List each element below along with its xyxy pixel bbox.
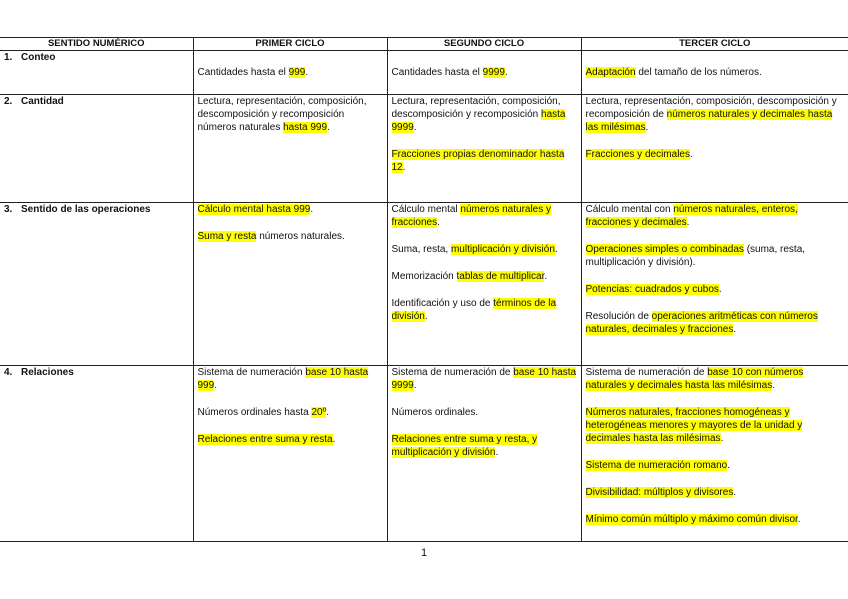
cell-paragraph — [586, 66, 845, 79]
text-span: Memorización — [391, 271, 457, 282]
text-span: . — [727, 460, 731, 471]
table-cell — [581, 51, 848, 95]
highlighted-text: base 10 hasta 999 — [197, 367, 369, 391]
cell-paragraph — [586, 406, 845, 445]
cell-paragraph — [586, 486, 845, 499]
column-header-2: SEGUNDO CICLO — [387, 38, 581, 51]
cell-paragraph — [392, 203, 577, 229]
text-span: Números ordinales. — [391, 407, 479, 418]
table-cell — [387, 203, 581, 366]
highlighted-text: 999 — [288, 67, 306, 78]
cell-paragraph — [586, 513, 845, 526]
cell-paragraph — [392, 270, 577, 283]
highlighted-text: tablas de multiplicar — [456, 271, 545, 282]
cell-paragraph — [586, 310, 845, 336]
highlighted-text: Adaptación — [585, 67, 636, 78]
text-span: Sistema de numeración de — [391, 367, 514, 378]
text-span: . — [413, 380, 417, 391]
text-span: . — [332, 434, 336, 445]
text-span: . — [424, 311, 428, 322]
row-label: Relaciones — [21, 367, 74, 378]
text-span: Sistema de numeración — [197, 367, 306, 378]
text-span: Cantidades hasta el — [391, 67, 483, 78]
highlighted-text: Fracciones propias denominador hasta 12 — [391, 149, 565, 173]
text-span: Suma, resta, — [391, 244, 451, 255]
row-number: 2. — [4, 96, 13, 107]
text-span: Lectura, representación, composición, descomposición y recomposición números naturales — [197, 96, 367, 133]
highlighted-text: operaciones aritméticas con números naturales, decimales y fracciones — [585, 311, 818, 335]
table-row — [0, 51, 848, 95]
row-number: 3. — [4, 204, 13, 215]
row-label: Cantidad — [21, 96, 64, 107]
highlighted-text: términos de la división — [391, 298, 557, 322]
cell-paragraph — [198, 203, 383, 216]
text-span: . — [797, 514, 801, 525]
cell-paragraph — [586, 366, 845, 392]
table-cell — [581, 95, 848, 203]
cell-paragraph — [198, 406, 383, 419]
row-label: Sentido de las operaciones — [21, 204, 151, 215]
cell-paragraph — [586, 243, 845, 269]
table-cell — [193, 366, 387, 542]
highlighted-text: Suma y resta — [197, 231, 257, 242]
text-span: Cantidades hasta el — [197, 67, 289, 78]
text-span: . — [733, 324, 737, 335]
cell-paragraph — [586, 283, 845, 296]
text-span: . — [402, 162, 406, 173]
highlighted-text: multiplicación y división — [450, 244, 555, 255]
text-span: Identificación y uso de — [391, 298, 494, 309]
text-span: . — [720, 433, 724, 444]
text-span: . — [554, 244, 558, 255]
table-cell — [193, 51, 387, 95]
highlighted-text: números naturales y fracciones — [391, 204, 552, 228]
highlighted-text: números naturales, enteros, fracciones y decimales — [585, 204, 798, 228]
text-span: Números ordinales hasta — [197, 407, 312, 418]
page-number: 1 — [420, 547, 428, 559]
cell-paragraph — [198, 366, 383, 392]
row-number: 1. — [4, 52, 13, 63]
table-cell — [387, 95, 581, 203]
cell-paragraph — [198, 95, 383, 134]
cell-paragraph — [392, 366, 577, 392]
text-span: . — [689, 149, 693, 160]
table-cell — [193, 95, 387, 203]
row-header — [0, 51, 193, 95]
text-span: números naturales. — [256, 231, 345, 242]
cell-paragraph — [392, 66, 577, 79]
cell-paragraph — [586, 148, 845, 161]
text-span: . — [326, 407, 330, 418]
table-cell — [581, 366, 848, 542]
highlighted-text: Sistema de numeración romano — [585, 460, 728, 471]
text-span: Resolución de — [585, 311, 652, 322]
text-span: . — [718, 284, 722, 295]
table-row — [0, 95, 848, 203]
table-row — [0, 203, 848, 366]
highlighted-text: hasta 9999 — [391, 109, 566, 133]
cell-paragraph — [392, 433, 577, 459]
text-span: . — [214, 380, 217, 391]
text-span: Lectura, representación, composición, descomposición y recomposición de — [585, 96, 837, 120]
text-span: . — [645, 122, 649, 133]
text-span: . — [437, 217, 440, 228]
row-header — [0, 95, 193, 203]
cell-paragraph — [586, 95, 845, 134]
row-header — [0, 203, 193, 366]
row-number: 4. — [4, 367, 13, 378]
column-header-0: SENTIDO NUMÉRICO — [0, 38, 193, 51]
table-cell — [581, 203, 848, 366]
table-cell — [387, 51, 581, 95]
cell-paragraph — [392, 95, 577, 134]
highlighted-text: Fracciones y decimales — [585, 149, 690, 160]
cell-paragraph — [198, 433, 383, 446]
highlighted-text: 20º — [311, 407, 327, 418]
text-span: . — [495, 447, 499, 458]
cell-paragraph — [392, 297, 577, 323]
highlighted-text: Cálculo mental hasta 999 — [197, 204, 311, 215]
text-span: Cálculo mental — [391, 204, 461, 215]
highlighted-text: base 10 hasta 9999 — [391, 367, 577, 391]
column-header-3: TERCER CICLO — [581, 38, 848, 51]
header-row — [0, 38, 848, 51]
highlighted-text: Potencias: cuadrados y cubos — [585, 284, 719, 295]
text-span: (suma, resta, multiplicación y división). — [585, 244, 806, 268]
column-header-1: PRIMER CICLO — [193, 38, 387, 51]
text-span: Lectura, representación, composición, descomposición y recomposición — [391, 96, 561, 120]
text-span: . — [310, 204, 314, 215]
text-span: Sistema de numeración de — [585, 367, 708, 378]
highlighted-text: Operaciones simples o combinadas — [585, 244, 744, 255]
cell-paragraph — [392, 148, 577, 174]
cell-paragraph — [198, 66, 383, 79]
text-span: . — [544, 271, 548, 282]
highlighted-text: Mínimo común múltiplo y máximo común divisor — [585, 514, 798, 525]
highlighted-text: hasta 999 — [283, 122, 328, 133]
highlighted-text: Divisibilidad: múltiplos y divisores — [585, 487, 734, 498]
row-label: Conteo — [21, 52, 56, 63]
row-header — [0, 366, 193, 542]
cell-paragraph — [198, 230, 383, 243]
text-span: . — [305, 67, 309, 78]
text-span: . — [733, 487, 737, 498]
table-cell — [193, 203, 387, 366]
curriculum-table — [0, 37, 848, 542]
text-span: . — [327, 122, 330, 133]
text-span: del tamaño de los números. — [635, 67, 762, 78]
table-cell — [387, 366, 581, 542]
table-row — [0, 366, 848, 542]
highlighted-text: 9999 — [482, 67, 505, 78]
text-span: . — [504, 67, 508, 78]
text-span: . — [686, 217, 690, 228]
highlighted-text: base 10 con números naturales y decimales hasta las milésimas — [585, 367, 804, 391]
cell-paragraph — [392, 243, 577, 256]
cell-paragraph — [392, 406, 577, 419]
cell-paragraph — [586, 203, 845, 229]
text-span: Cálculo mental con — [585, 204, 674, 215]
text-span: . — [413, 122, 417, 133]
highlighted-text: Relaciones entre suma y resta — [197, 434, 333, 445]
text-span: . — [772, 380, 776, 391]
highlighted-text: Números naturales, fracciones homogéneas y heterogéneas menores y mayores de la unidad y decimales hasta las milésimas — [585, 407, 803, 444]
highlighted-text: números naturales y decimales hasta las milésimas — [585, 109, 833, 133]
highlighted-text: Relaciones entre suma y resta, y multiplicación y división — [391, 434, 538, 458]
cell-paragraph — [586, 459, 845, 472]
